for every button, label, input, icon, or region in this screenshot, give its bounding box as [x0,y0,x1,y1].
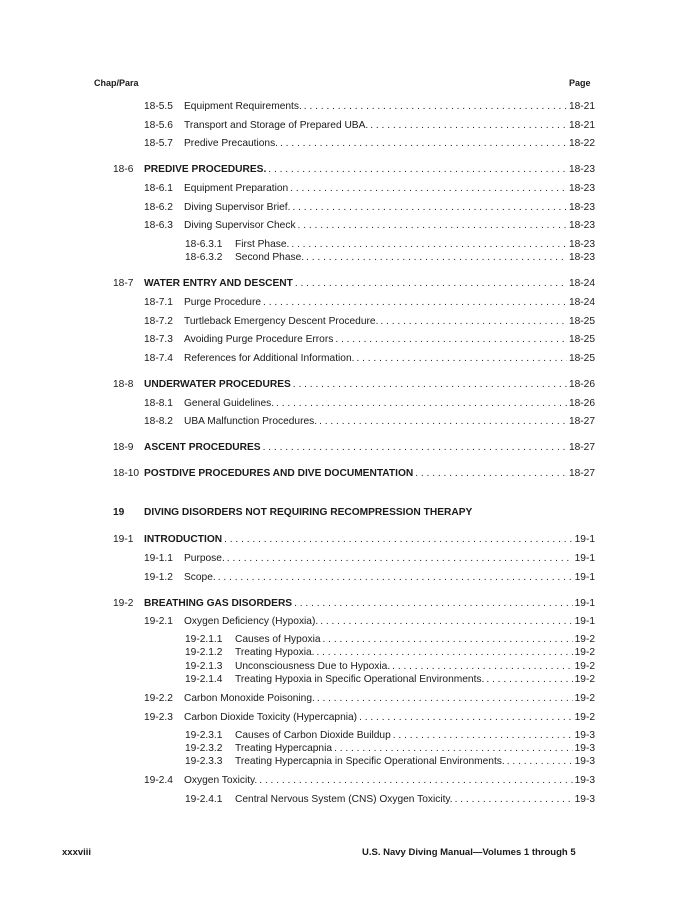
entry-title: Equipment Preparation [184,183,289,194]
dot-leader [319,415,567,428]
toc-subentry[interactable] [185,673,595,686]
dot-leader [292,201,566,214]
toc-section[interactable] [113,467,595,480]
entry-number: 19-2.3.2 [185,743,223,754]
entry-title: Treating Hypoxia in Specific Operational Environments. [235,674,485,685]
entry-number: 19-2.1.4 [185,674,223,685]
entry-number: 18-5.5 [144,101,173,112]
entry-page: 19-1 [574,598,595,609]
dot-leader [227,552,573,565]
toc-entry[interactable] [144,774,595,787]
toc-entry[interactable] [144,315,595,328]
toc-entry[interactable] [144,137,595,150]
dot-leader [392,660,572,673]
dot-leader [320,615,572,628]
entry-title: WATER ENTRY AND DESCENT [144,278,293,289]
toc-subentry[interactable] [185,793,595,806]
entry-title: Purpose. [184,553,225,564]
entry-number: 18-7.3 [144,334,173,345]
dot-leader [268,163,567,176]
toc-entry[interactable] [144,182,595,195]
toc-entry[interactable] [144,352,595,365]
entry-number: 18-9 [113,442,134,453]
dot-leader [263,441,567,454]
toc-entry[interactable] [144,333,595,346]
toc-entry[interactable] [144,552,595,565]
entry-number: 19-2.2 [144,693,173,704]
entry-number: 18-5.7 [144,138,173,149]
entry-page: 18-21 [568,120,595,131]
entry-number: 18-7.2 [144,316,173,327]
entry-page: 19-1 [574,572,595,583]
entry-page: 18-26 [568,379,595,390]
entry-page: 18-26 [568,398,595,409]
dot-leader [291,238,567,251]
entry-number: 18-6.1 [144,183,173,194]
footer-page-number: xxxviii [62,847,92,858]
entry-number: 19-2.3.1 [185,730,223,741]
entry-page: 19-3 [574,730,595,741]
entry-number: 18-6.2 [144,202,173,213]
entry-page: 18-22 [568,138,595,149]
chapter-number: 19 [113,507,125,518]
entry-number: 19-2.4.1 [185,794,223,805]
toc-section[interactable] [113,163,595,176]
entry-title: Central Nervous System (CNS) Oxygen Toxicity. [235,794,453,805]
toc-subentry[interactable] [185,660,595,673]
entry-title: Treating Hypercapnia [235,743,333,754]
entry-number: 18-7.4 [144,353,173,364]
toc-section[interactable] [113,378,595,391]
entry-title: Equipment Requirements. [184,101,302,112]
entry-title: PREDIVE PROCEDURES. [144,164,267,175]
toc-section[interactable] [113,441,595,454]
entry-title: Causes of Hypoxia [235,634,321,645]
entry-page: 18-23 [568,164,595,175]
toc-entry[interactable] [144,296,595,309]
entry-page: 19-1 [574,616,595,627]
entry-page: 18-23 [568,252,595,263]
entry-number: 19-2.1.3 [185,661,223,672]
entry-title: Treating Hypercapnia in Specific Operational Environments. [235,756,505,767]
entry-number: 19-2.4 [144,775,173,786]
entry-number: 18-6 [113,164,134,175]
toc-section[interactable] [113,277,595,290]
entry-page: 19-3 [574,756,595,767]
entry-number: 18-5.6 [144,120,173,131]
toc-subentry[interactable] [185,251,595,264]
entry-number: 18-10 [113,468,140,479]
dot-leader [507,755,573,768]
dot-leader [380,315,567,328]
entry-page: 18-21 [568,101,595,112]
dot-leader [276,397,567,410]
entry-title: References for Additional Information. [184,353,355,364]
dot-leader [393,729,573,742]
entry-number: 19-2.3.3 [185,756,223,767]
toc-entry[interactable] [144,711,595,724]
dot-leader [334,742,573,755]
entry-page: 18-25 [568,316,595,327]
toc-entry[interactable] [144,201,595,214]
entry-page: 18-27 [568,468,595,479]
dot-leader [293,378,567,391]
entry-number: 19-2.1.1 [185,634,223,645]
footer-manual-title: U.S. Navy Diving Manual—Volumes 1 through 5 [362,847,576,858]
toc-subentry[interactable] [185,755,595,768]
chapter-title[interactable]: DIVING DISORDERS NOT REQUIRING RECOMPRESSION THERAPY [144,507,473,518]
dot-leader [294,597,573,610]
entry-title: POSTDIVE PROCEDURES AND DIVE DOCUMENTATION [144,468,414,479]
entry-number: 18-6.3 [144,220,173,231]
entry-number: 18-6.3.2 [185,252,223,263]
entry-page: 19-2 [574,712,595,723]
dot-leader [306,251,567,264]
toc-entry[interactable] [144,615,595,628]
entry-title: Unconsciousness Due to Hypoxia. [235,661,391,672]
dot-leader [455,793,573,806]
entry-title: Purge Procedure [184,297,262,308]
entry-page: 19-3 [574,794,595,805]
entry-page: 19-2 [574,634,595,645]
entry-title: First Phase. [235,239,290,250]
entry-page: 19-2 [574,693,595,704]
entry-number: 19-1.2 [144,572,173,583]
entry-title: Oxygen Deficiency (Hypoxia). [184,616,319,627]
entry-number: 19-1 [113,534,134,545]
dot-leader [486,673,572,686]
entry-title: Scope. [184,572,216,583]
entry-title: UBA Malfunction Procedures. [184,416,318,427]
toc-subentry[interactable] [185,729,595,742]
entry-page: 19-2 [574,674,595,685]
entry-title: Turtleback Emergency Descent Procedure. [184,316,379,327]
dot-leader [280,137,567,150]
toc-entry[interactable] [144,415,595,428]
header-chap-para: Chap/Para [94,78,139,88]
entry-title: General Guidelines. [184,398,275,409]
entry-title: Carbon Monoxide Poisoning. [184,693,315,704]
toc-subentry[interactable] [185,633,595,646]
toc-subentry[interactable] [185,742,595,755]
dot-leader [298,219,567,232]
entry-number: 18-8.2 [144,416,173,427]
entry-number: 18-8 [113,379,134,390]
entry-page: 19-1 [574,553,595,564]
dot-leader [359,711,573,724]
entry-number: 18-6.3.1 [185,239,223,250]
entry-number: 19-1.1 [144,553,173,564]
entry-page: 18-25 [568,334,595,345]
toc-subentry[interactable] [185,646,595,659]
entry-page: 19-3 [574,743,595,754]
entry-title: Treating Hypoxia. [235,647,315,658]
entry-title: BREATHING GAS DISORDERS [144,598,293,609]
toc-entry[interactable] [144,219,595,232]
entry-number: 18-7.1 [144,297,173,308]
entry-title: UNDERWATER PROCEDURES [144,379,291,390]
toc-section[interactable] [113,533,595,546]
entry-page: 18-24 [568,278,595,289]
entry-title: INTRODUCTION [144,534,223,545]
entry-page: 18-23 [568,220,595,231]
entry-page: 18-27 [568,442,595,453]
entry-title: Causes of Carbon Dioxide Buildup [235,730,391,741]
entry-page: 18-23 [568,239,595,250]
dot-leader [356,352,566,365]
entry-title: Transport and Storage of Prepared UBA. [184,120,369,131]
entry-number: 19-2.1.2 [185,647,223,658]
toc-subentry[interactable] [185,238,595,251]
entry-number: 18-7 [113,278,134,289]
dot-leader [263,296,567,309]
dot-leader [323,633,573,646]
entry-page: 18-24 [568,297,595,308]
entry-title: ASCENT PROCEDURES [144,442,261,453]
entry-title: Carbon Dioxide Toxicity (Hypercapnia) [184,712,358,723]
dot-leader [218,571,573,584]
entry-page: 19-1 [574,534,595,545]
toc-entry[interactable] [144,692,595,705]
toc-section[interactable] [113,597,595,610]
dot-leader [317,692,573,705]
dot-leader [259,774,572,787]
toc-entry[interactable] [144,397,595,410]
entry-title: Second Phase. [235,252,305,263]
entry-number: 18-8.1 [144,398,173,409]
entry-page: 18-27 [568,416,595,427]
entry-page: 18-23 [568,183,595,194]
dot-leader [316,646,572,659]
toc-entry[interactable] [144,571,595,584]
entry-page: 18-25 [568,353,595,364]
toc-entry[interactable] [144,100,595,113]
entry-page: 19-2 [574,661,595,672]
dot-leader [304,100,567,113]
dot-leader [415,467,567,480]
dot-leader [335,333,567,346]
dot-leader [224,533,573,546]
entry-number: 19-2 [113,598,134,609]
entry-number: 19-2.1 [144,616,173,627]
entry-title: Diving Supervisor Brief. [184,202,291,213]
entry-page: 18-23 [568,202,595,213]
entry-number: 19-2.3 [144,712,173,723]
entry-title: Oxygen Toxicity. [184,775,258,786]
entry-page: 19-3 [574,775,595,786]
entry-title: Predive Precautions. [184,138,279,149]
dot-leader [370,119,567,132]
entry-title: Diving Supervisor Check [184,220,296,231]
header-page: Page [569,78,591,88]
toc-entry[interactable] [144,119,595,132]
entry-page: 19-2 [574,647,595,658]
entry-title: Avoiding Purge Procedure Errors [184,334,334,345]
dot-leader [295,277,567,290]
dot-leader [290,182,567,195]
